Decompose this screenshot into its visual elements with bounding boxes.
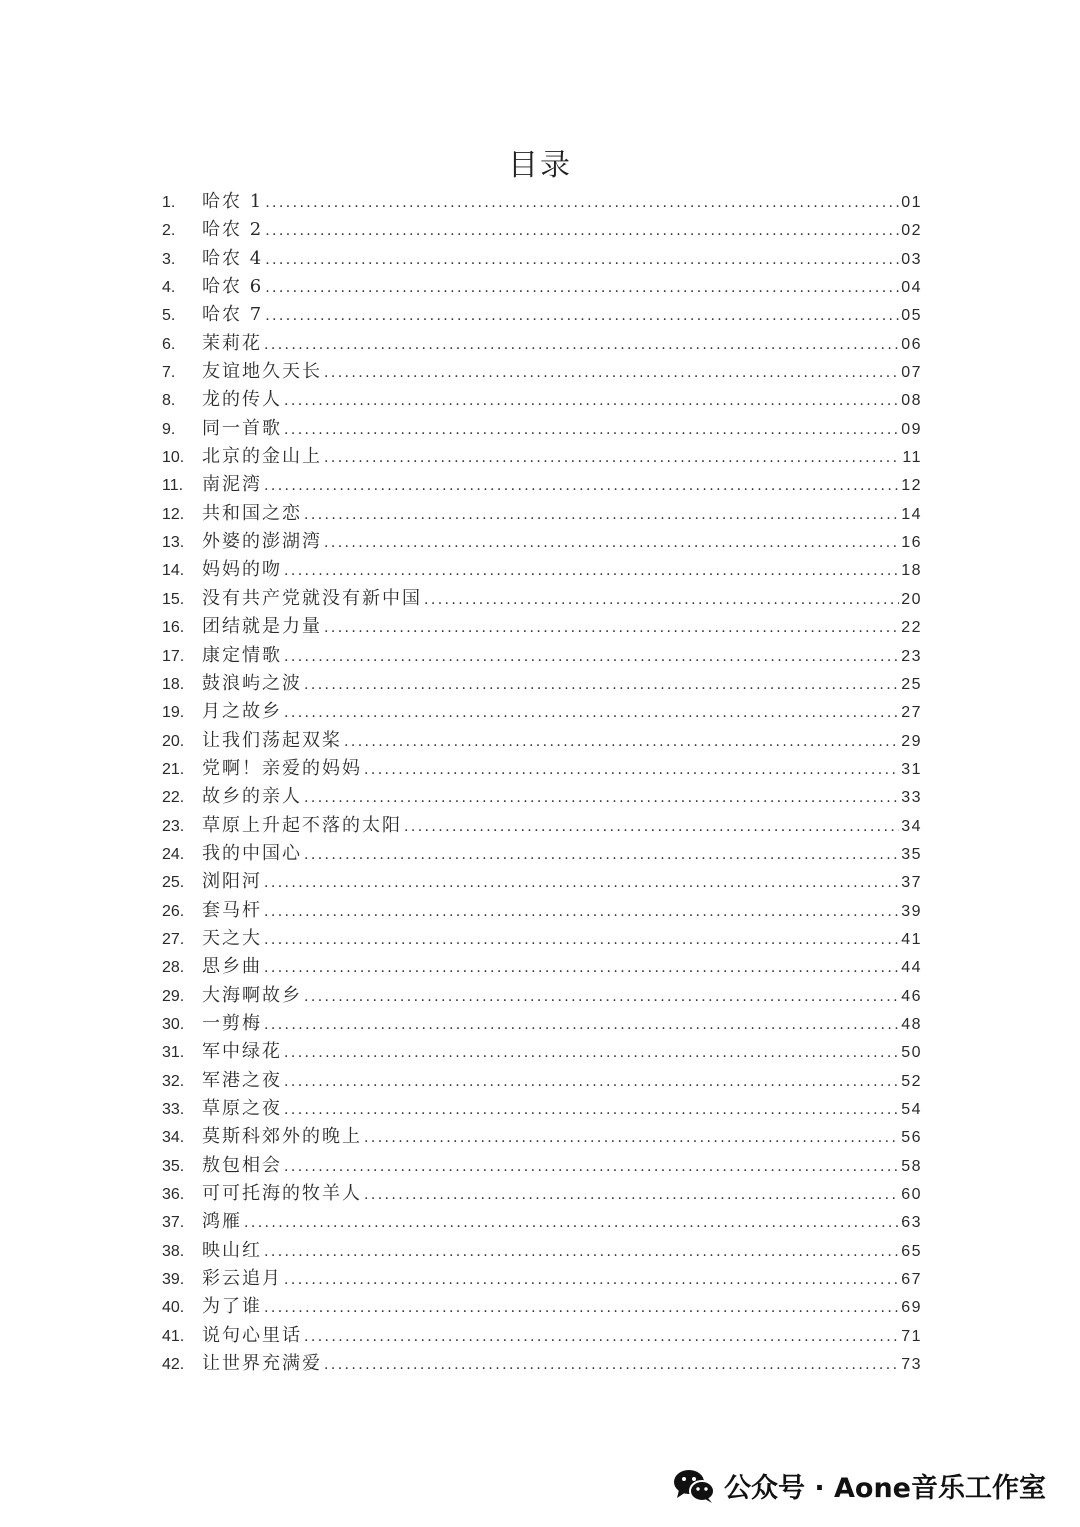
toc-entry-page-number: 73 xyxy=(901,1356,922,1374)
toc-entry xyxy=(162,301,922,329)
toc-entry-page-number: 23 xyxy=(901,647,922,665)
toc-entry-number: 39. xyxy=(162,1271,185,1289)
toc-entry-page-number: 35 xyxy=(901,845,922,863)
toc-dot-leader xyxy=(284,1039,899,1067)
toc-entry xyxy=(162,1237,922,1265)
toc-entry-page-number: 18 xyxy=(901,562,922,580)
toc-entry-title: 哈农 7 xyxy=(202,304,264,326)
toc-entry-number: 9. xyxy=(162,420,176,438)
toc-entry-number: 20. xyxy=(162,732,185,750)
toc-entry-page-number: 22 xyxy=(901,619,922,637)
toc-entry-number: 11. xyxy=(162,477,184,495)
toc-entry xyxy=(162,670,922,698)
toc-entry-title: 龙的传人 xyxy=(202,389,282,411)
toc-entry xyxy=(162,1038,922,1066)
toc-entry-number: 25. xyxy=(162,874,185,892)
toc-entry-page-number: 56 xyxy=(901,1129,922,1147)
toc-entry-page-number: 29 xyxy=(901,732,922,750)
toc-dot-leader xyxy=(265,217,899,245)
toc-entry xyxy=(162,500,922,528)
toc-dot-leader xyxy=(264,898,899,926)
toc-dot-leader xyxy=(284,643,899,671)
toc-dot-leader xyxy=(265,246,899,274)
toc-entry-page-number: 01 xyxy=(901,194,922,211)
toc-dot-leader xyxy=(264,1011,899,1039)
toc-entry-number: 10. xyxy=(162,449,185,467)
toc-entry xyxy=(162,953,922,981)
toc-entry-page-number: 46 xyxy=(901,987,922,1005)
toc-dot-leader xyxy=(324,529,899,557)
toc-dot-leader xyxy=(264,869,899,897)
toc-entry-title: 我的中国心 xyxy=(202,842,302,864)
toc-entry-number: 15. xyxy=(162,590,185,608)
toc-entry-number: 24. xyxy=(162,845,185,863)
toc-entry xyxy=(162,1095,922,1123)
toc-entry-number: 14. xyxy=(162,562,185,580)
toc-entry xyxy=(162,358,922,386)
toc-entry-page-number: 12 xyxy=(901,477,922,495)
toc-entry-page-number: 63 xyxy=(901,1214,922,1232)
toc-entry-page-number: 67 xyxy=(901,1271,922,1289)
toc-entry-page-number: 60 xyxy=(901,1186,922,1204)
toc-dot-leader xyxy=(265,189,899,217)
toc-dot-leader xyxy=(324,1351,899,1379)
toc-entry-title: 映山红 xyxy=(202,1239,262,1261)
toc-entry-number: 18. xyxy=(162,675,185,693)
toc-entry-number: 26. xyxy=(162,902,185,920)
toc-entry-title: 大海啊故乡 xyxy=(202,984,302,1006)
table-of-contents xyxy=(162,188,922,1378)
toc-entry-page-number: 06 xyxy=(901,335,922,353)
toc-dot-leader xyxy=(304,983,899,1011)
toc-entry-number: 28. xyxy=(162,959,185,977)
toc-entry-number: 17. xyxy=(162,647,185,665)
toc-dot-leader xyxy=(284,416,899,444)
toc-dot-leader xyxy=(304,671,899,699)
toc-entry xyxy=(162,188,922,216)
toc-entry-page-number: 50 xyxy=(901,1044,922,1062)
toc-entry-number: 29. xyxy=(162,987,185,1005)
toc-entry-title: 可可托海的牧羊人 xyxy=(202,1183,362,1205)
toc-entry-number: 5. xyxy=(162,307,176,325)
toc-entry xyxy=(162,897,922,925)
toc-dot-leader xyxy=(364,756,899,784)
toc-entry-number: 4. xyxy=(162,279,176,297)
toc-dot-leader xyxy=(404,813,899,841)
toc-entry-page-number: 20 xyxy=(901,590,922,608)
toc-entry-title: 南泥湾 xyxy=(202,474,262,496)
toc-entry-page-number: 52 xyxy=(901,1072,922,1090)
toc-entry-title: 同一首歌 xyxy=(202,417,282,439)
toc-entry-title: 故乡的亲人 xyxy=(202,786,302,808)
toc-dot-leader xyxy=(284,699,899,727)
toc-dot-leader xyxy=(424,586,899,614)
toc-entry-number: 22. xyxy=(162,789,185,807)
watermark-text: 公众号 · Aone音乐工作室 xyxy=(723,1473,1046,1504)
toc-entry-title: 敖包相会 xyxy=(202,1154,282,1176)
toc-entry-number: 8. xyxy=(162,392,176,410)
toc-entry xyxy=(162,1293,922,1321)
toc-entry xyxy=(162,840,922,868)
toc-entry xyxy=(162,755,922,783)
toc-entry-number: 40. xyxy=(162,1299,185,1317)
watermark xyxy=(672,1466,1046,1505)
toc-entry xyxy=(162,698,922,726)
toc-entry-title: 团结就是力量 xyxy=(202,616,322,638)
toc-entry xyxy=(162,585,922,613)
toc-entry-number: 12. xyxy=(162,505,185,523)
toc-entry-title: 为了谁 xyxy=(202,1296,262,1318)
toc-dot-leader xyxy=(264,1238,899,1266)
toc-entry-title: 草原之夜 xyxy=(202,1098,282,1119)
toc-entry xyxy=(162,868,922,896)
toc-dot-leader xyxy=(264,472,899,500)
toc-entry-title: 思乡曲 xyxy=(202,956,262,978)
toc-entry-title: 妈妈的吻 xyxy=(202,559,282,581)
toc-entry xyxy=(162,216,922,244)
toc-entry-page-number: 44 xyxy=(901,959,922,977)
toc-dot-leader xyxy=(304,1323,899,1351)
toc-entry-page-number: 07 xyxy=(901,364,922,382)
toc-entry-number: 19. xyxy=(162,704,185,722)
toc-dot-leader xyxy=(364,1181,899,1209)
toc-entry-title: 茉莉花 xyxy=(202,332,262,354)
toc-entry-title: 北京的金山上 xyxy=(202,446,322,468)
toc-dot-leader xyxy=(264,331,899,359)
toc-entry-page-number: 41 xyxy=(901,930,922,948)
toc-entry xyxy=(162,556,922,584)
toc-entry-number: 6. xyxy=(162,335,176,353)
toc-entry-title: 说句心里话 xyxy=(202,1324,302,1346)
toc-entry-title: 让世界充满爱 xyxy=(202,1353,322,1375)
toc-entry-page-number: 09 xyxy=(901,420,922,438)
toc-dot-leader xyxy=(324,614,899,642)
toc-entry-page-number: 05 xyxy=(901,307,922,325)
toc-entry-title: 哈农 4 xyxy=(202,247,264,269)
toc-dot-leader xyxy=(344,728,899,756)
toc-entry xyxy=(162,528,922,556)
toc-entry-page-number: 34 xyxy=(901,817,922,835)
toc-entry-title: 哈农 6 xyxy=(202,276,264,298)
toc-entry xyxy=(162,443,922,471)
toc-dot-leader xyxy=(364,1124,899,1152)
toc-entry xyxy=(162,1322,922,1350)
toc-dot-leader xyxy=(324,359,899,387)
toc-entry-page-number: 31 xyxy=(901,760,922,778)
toc-entry-number: 31. xyxy=(162,1044,185,1062)
toc-entry xyxy=(162,1208,922,1236)
toc-entry xyxy=(162,1010,922,1038)
toc-entry-title: 鸿雁 xyxy=(202,1211,242,1233)
toc-entry xyxy=(162,386,922,414)
toc-entry-number: 41. xyxy=(162,1327,185,1345)
toc-entry-page-number: 58 xyxy=(901,1157,922,1175)
toc-entry-title: 哈农 2 xyxy=(202,219,264,241)
toc-entry-title: 莫斯科郊外的晚上 xyxy=(202,1126,362,1148)
toc-entry xyxy=(162,415,922,443)
toc-entry-number: 42. xyxy=(162,1356,185,1374)
toc-entry-page-number: 37 xyxy=(901,874,922,892)
toc-entry-number: 36. xyxy=(162,1186,185,1204)
toc-entry-page-number: 14 xyxy=(901,505,922,523)
toc-entry-number: 16. xyxy=(162,619,185,637)
toc-entry-number: 23. xyxy=(162,817,185,835)
toc-dot-leader xyxy=(284,1096,899,1124)
toc-dot-leader xyxy=(265,274,899,302)
toc-entry-page-number: 11 xyxy=(902,449,922,467)
toc-dot-leader xyxy=(244,1209,899,1237)
toc-entry-number: 32. xyxy=(162,1072,185,1090)
toc-entry-page-number: 33 xyxy=(901,789,922,807)
toc-entry-page-number: 65 xyxy=(901,1242,922,1260)
toc-entry-number: 37. xyxy=(162,1214,185,1232)
toc-entry-page-number: 04 xyxy=(901,279,922,297)
toc-dot-leader xyxy=(264,926,899,954)
toc-entry xyxy=(162,330,922,358)
toc-entry-page-number: 69 xyxy=(901,1299,922,1317)
toc-entry xyxy=(162,812,922,840)
toc-entry-title: 党啊！亲爱的妈妈 xyxy=(202,757,362,779)
toc-entry-number: 21. xyxy=(162,760,185,778)
toc-entry-title: 套马杆 xyxy=(202,899,262,921)
toc-entry-title: 共和国之恋 xyxy=(202,502,302,524)
toc-entry-page-number: 39 xyxy=(901,902,922,920)
toc-entry xyxy=(162,925,922,953)
toc-entry xyxy=(162,245,922,273)
toc-entry-page-number: 03 xyxy=(901,250,922,268)
toc-entry-number: 2. xyxy=(162,222,176,240)
toc-entry xyxy=(162,613,922,641)
toc-entry xyxy=(162,1123,922,1151)
toc-dot-leader xyxy=(284,1266,899,1294)
toc-entry-title: 康定情歌 xyxy=(202,644,282,666)
toc-entry xyxy=(162,273,922,301)
toc-entry xyxy=(162,471,922,499)
toc-dot-leader xyxy=(284,557,899,585)
toc-entry-page-number: 27 xyxy=(901,704,922,722)
toc-dot-leader xyxy=(284,1153,899,1181)
toc-dot-leader xyxy=(284,1068,899,1096)
wechat-icon xyxy=(672,1468,716,1504)
toc-entry-number: 1. xyxy=(162,194,176,211)
toc-entry-title: 浏阳河 xyxy=(202,871,262,893)
toc-entry-number: 7. xyxy=(162,364,176,382)
toc-entry xyxy=(162,1265,922,1293)
toc-dot-leader xyxy=(284,387,899,415)
toc-entry xyxy=(162,642,922,670)
toc-dot-leader xyxy=(265,302,899,330)
toc-entry-title: 草原上升起不落的太阳 xyxy=(202,814,402,836)
toc-entry-page-number: 08 xyxy=(901,392,922,410)
toc-entry-number: 34. xyxy=(162,1129,185,1147)
toc-entry xyxy=(162,1350,922,1378)
toc-entry-title: 彩云追月 xyxy=(202,1268,282,1290)
toc-entry-number: 13. xyxy=(162,534,185,552)
toc-entry-title: 外婆的澎湖湾 xyxy=(202,531,322,553)
toc-entry-number: 35. xyxy=(162,1157,185,1175)
toc-entry-page-number: 16 xyxy=(901,534,922,552)
toc-entry-title: 鼓浪屿之波 xyxy=(202,672,302,694)
toc-entry-title: 一剪梅 xyxy=(202,1012,262,1034)
toc-entry xyxy=(162,727,922,755)
toc-entry-page-number: 02 xyxy=(901,222,922,240)
toc-entry-number: 3. xyxy=(162,250,176,268)
toc-entry-page-number: 71 xyxy=(901,1327,922,1345)
toc-dot-leader xyxy=(304,784,899,812)
toc-dot-leader xyxy=(304,501,899,529)
toc-dot-leader xyxy=(304,841,899,869)
toc-entry xyxy=(162,783,922,811)
toc-entry-title: 哈农 1 xyxy=(202,191,264,212)
toc-entry xyxy=(162,1152,922,1180)
toc-entry-title: 月之故乡 xyxy=(202,701,282,723)
toc-entry xyxy=(162,1180,922,1208)
toc-entry-number: 38. xyxy=(162,1242,185,1260)
toc-entry-number: 30. xyxy=(162,1015,185,1033)
toc-entry xyxy=(162,982,922,1010)
toc-entry-title: 军中绿花 xyxy=(202,1041,282,1063)
toc-entry-page-number: 48 xyxy=(901,1015,922,1033)
toc-entry-title: 友谊地久天长 xyxy=(202,361,322,383)
toc-entry-title: 天之大 xyxy=(202,927,262,949)
toc-entry-title: 让我们荡起双桨 xyxy=(202,729,342,751)
toc-entry-page-number: 25 xyxy=(901,675,922,693)
toc-entry-title: 军港之夜 xyxy=(202,1069,282,1091)
toc-entry-number: 33. xyxy=(162,1101,185,1118)
toc-entry-title: 没有共产党就没有新中国 xyxy=(202,587,422,609)
toc-dot-leader xyxy=(264,954,899,982)
toc-entry-page-number: 54 xyxy=(901,1101,922,1118)
toc-dot-leader xyxy=(324,444,900,472)
toc-dot-leader xyxy=(264,1294,899,1322)
page-title: 目录 xyxy=(508,148,572,183)
toc-entry xyxy=(162,1067,922,1095)
toc-entry-number: 27. xyxy=(162,930,185,948)
